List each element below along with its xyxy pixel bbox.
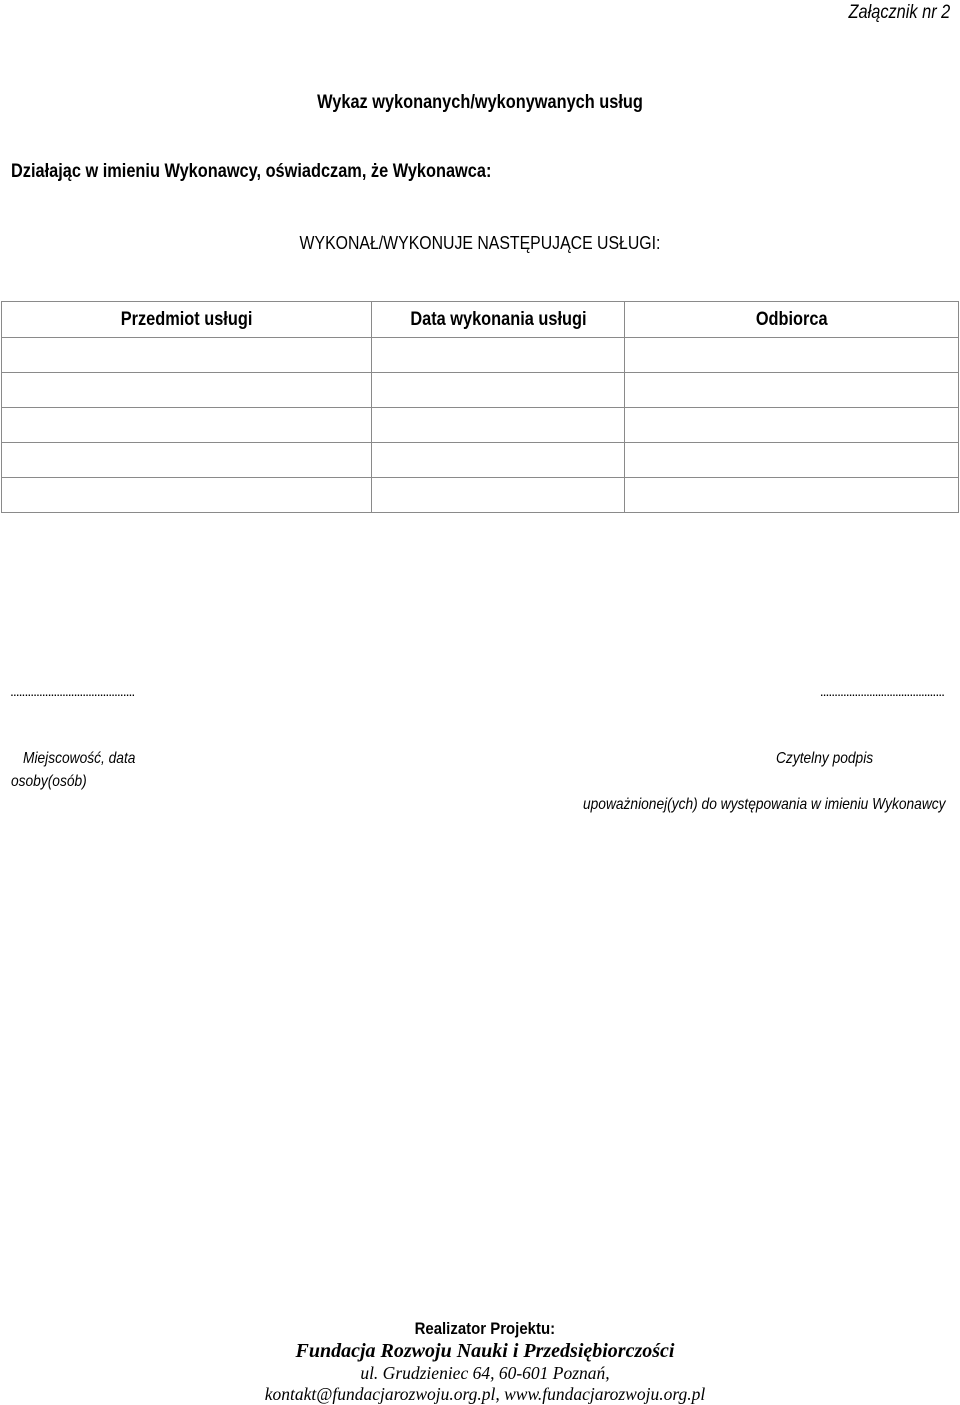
table-cell[interactable] [2, 373, 372, 408]
services-heading: WYKONAŁ/WYKONUJE NASTĘPUJĄCE USŁUGI: [299, 233, 661, 253]
table-cell[interactable] [2, 443, 372, 478]
table-cell[interactable] [372, 478, 625, 513]
column-header-subject: Przedmiot usługi [2, 302, 372, 338]
table-cell[interactable] [372, 373, 625, 408]
footer-organization: Fundacja Rozwoju Nauki i Przedsiębiorczości [295, 1340, 675, 1362]
place-date-dotted-line[interactable]: ........................................... [10, 683, 135, 699]
table-cell[interactable] [625, 443, 959, 478]
declaration-text: Działając w imieniu Wykonawcy, oświadczam, że Wykonawca: [11, 161, 492, 182]
table-cell[interactable] [625, 338, 959, 373]
document-title: Wykaz wykonanych/wykonywanych usług [317, 92, 643, 113]
footer [0, 1318, 960, 1405]
footer-label: Realizator Projektu: [414, 1319, 556, 1338]
table-row [2, 408, 959, 443]
authorized-caption: upoważnionej(ych) do występowania w imieniu Wykonawcy [583, 796, 946, 813]
table-row [2, 478, 959, 513]
table-cell[interactable] [2, 478, 372, 513]
table-cell[interactable] [625, 373, 959, 408]
table-row [2, 338, 959, 373]
services-table [1, 301, 959, 513]
table-cell[interactable] [2, 408, 372, 443]
table-cell[interactable] [2, 338, 372, 373]
table-cell[interactable] [625, 478, 959, 513]
footer-address: ul. Grudzieniec 64, 60-601 Poznań, [360, 1363, 610, 1383]
place-date-caption: Miejscowość, data [23, 750, 136, 767]
table-cell[interactable] [372, 443, 625, 478]
signature-caption: Czytelny podpis [776, 750, 874, 767]
table-row [2, 443, 959, 478]
annex-label: Załącznik nr 2 [848, 2, 950, 23]
table-cell[interactable] [625, 408, 959, 443]
table-header-row [2, 302, 959, 338]
column-header-date: Data wykonania usługi [372, 302, 625, 338]
table-cell[interactable] [372, 408, 625, 443]
persons-caption: osoby(osób) [11, 773, 87, 790]
footer-contact[interactable]: kontakt@fundacjarozwoju.org.pl, www.fundacjarozwoju.org.pl [264, 1384, 706, 1404]
column-header-recipient: Odbiorca [625, 302, 959, 338]
table-cell[interactable] [372, 338, 625, 373]
table-row [2, 373, 959, 408]
signature-dotted-line[interactable]: ........................................... [819, 683, 944, 699]
